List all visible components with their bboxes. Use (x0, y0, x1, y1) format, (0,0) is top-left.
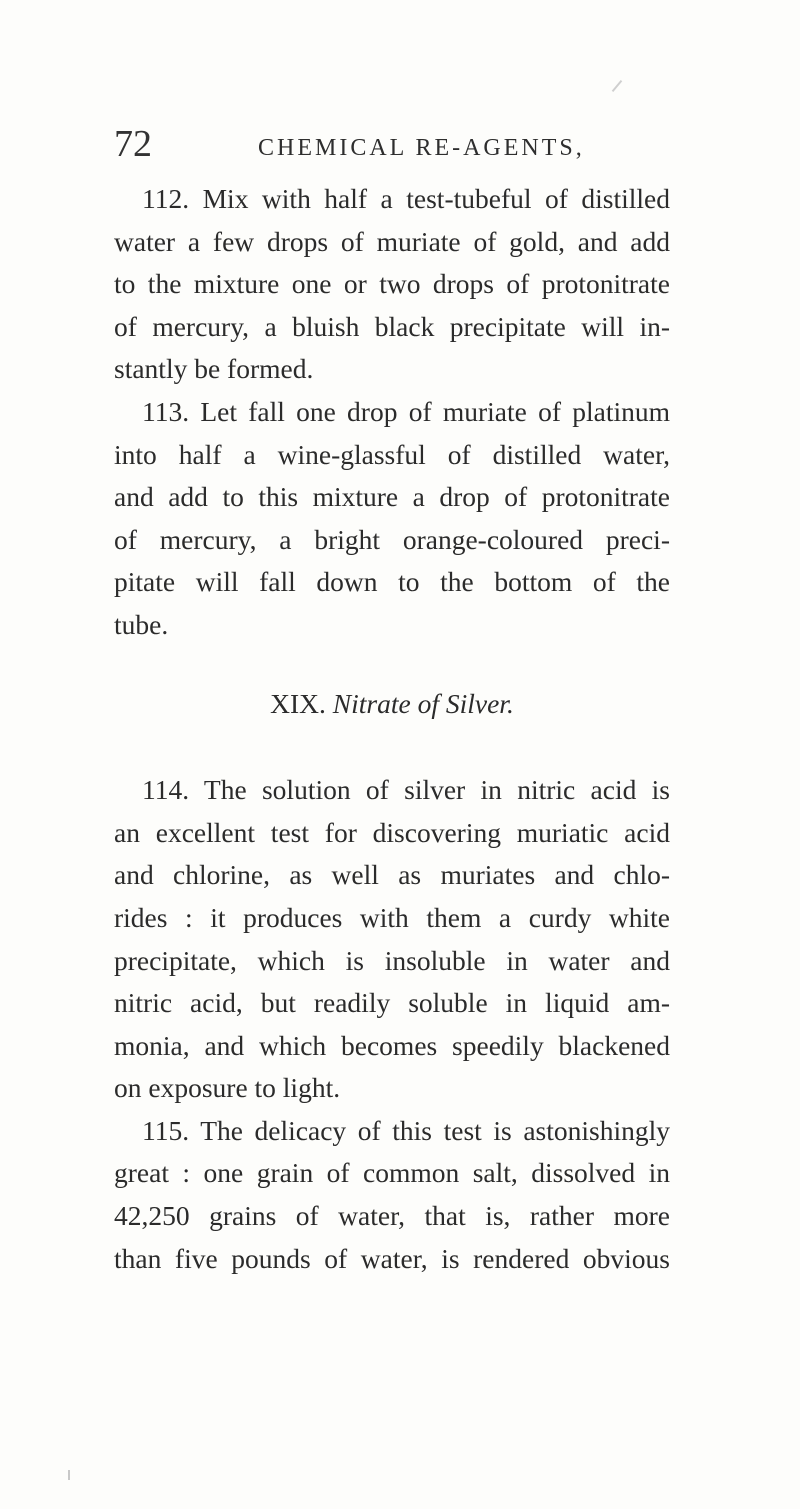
text-line: stantly be formed. (114, 353, 314, 385)
text-line: 42,250 grains of water, that is, rather more (114, 1200, 670, 1232)
text-line: tube. (114, 608, 169, 640)
paragraph-112 (114, 178, 670, 391)
text-line: 115. The delicacy of this test is astonishingly (142, 1114, 670, 1146)
page-header (114, 124, 674, 174)
text-line: pitate will fall down to the bottom of the (114, 566, 670, 598)
running-title: CHEMICAL RE-AGENTS, (258, 135, 585, 161)
text-line: than five pounds of water, is rendered obvious (114, 1242, 670, 1274)
paper-mark (68, 1470, 70, 1480)
text-line: water a few drops of muriate of gold, and add (114, 225, 670, 257)
paragraph-114 (114, 769, 670, 1110)
page-number: 72 (114, 123, 152, 165)
text-line: rides : it produces with them a curdy white (114, 901, 670, 933)
section-number: XIX. (270, 687, 326, 719)
text-line: 114. The solution of silver in nitric acid is (142, 774, 670, 806)
section-spacer (114, 647, 670, 683)
text-line: and add to this mixture a drop of protonitrate (114, 481, 670, 513)
text-line: 112. Mix with half a test-tubeful of distilled (142, 183, 670, 214)
text-line: 113. Let fall one drop of muriate of platinum (142, 395, 670, 427)
section-title: Nitrate of Silver. (332, 687, 514, 719)
text-line: into half a wine-glassful of distilled water, (114, 438, 670, 470)
text-line: to the mixture one or two drops of protonitrate (114, 268, 670, 300)
paragraph-115 (114, 1110, 670, 1280)
text-line: monia, and which becomes speedily blackened (114, 1029, 670, 1061)
text-line: of mercury, a bluish black precipitate will in- (114, 310, 670, 342)
text-line: precipitate, which is insoluble in water and (114, 944, 670, 976)
paragraph-113 (114, 391, 670, 647)
text-line: an excellent test for discovering muriatic acid (114, 816, 670, 848)
text-line: of mercury, a bright orange-coloured preci- (114, 523, 670, 555)
text-line: great : one grain of common salt, dissolved in (114, 1157, 670, 1189)
paper-mark (612, 80, 623, 92)
section-spacer (114, 725, 670, 769)
text-line: on exposure to light. (114, 1072, 341, 1104)
section-heading (114, 683, 670, 726)
text-line: nitric acid, but readily soluble in liquid am- (114, 987, 670, 1019)
body-text (114, 178, 670, 1280)
text-line: and chlorine, as well as muriates and chlo- (114, 859, 670, 891)
